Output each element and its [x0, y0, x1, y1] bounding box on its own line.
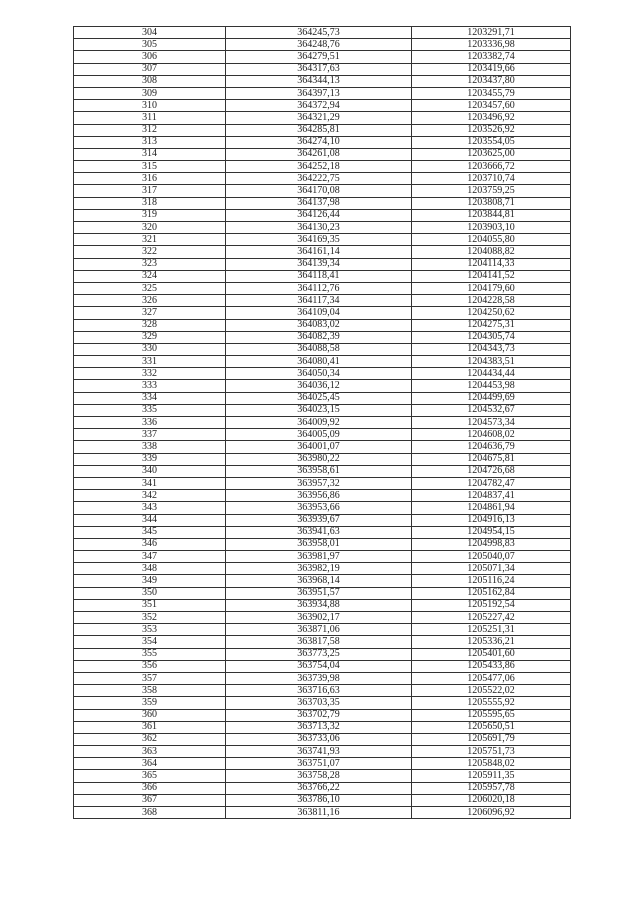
y-coordinate-cell: 1203526,92 — [412, 124, 571, 136]
table-row — [74, 453, 571, 465]
table-row — [74, 234, 571, 246]
table-row — [74, 417, 571, 429]
y-coordinate-cell: 1204636,79 — [412, 441, 571, 453]
point-number-cell: 356 — [74, 660, 226, 672]
table-row — [74, 490, 571, 502]
x-coordinate-cell: 363786,10 — [226, 794, 412, 806]
point-number-cell: 327 — [74, 307, 226, 319]
y-coordinate-cell: 1205650,51 — [412, 721, 571, 733]
point-number-cell: 340 — [74, 465, 226, 477]
table-row — [74, 75, 571, 87]
y-coordinate-cell: 1203382,74 — [412, 51, 571, 63]
x-coordinate-cell: 364036,12 — [226, 380, 412, 392]
x-coordinate-cell: 363703,35 — [226, 697, 412, 709]
x-coordinate-cell: 363982,19 — [226, 563, 412, 575]
y-coordinate-cell: 1205433,86 — [412, 660, 571, 672]
x-coordinate-cell: 364261,08 — [226, 148, 412, 160]
y-coordinate-cell: 1205911,35 — [412, 770, 571, 782]
y-coordinate-cell: 1203759,25 — [412, 185, 571, 197]
y-coordinate-cell: 1203808,71 — [412, 197, 571, 209]
y-coordinate-cell: 1203554,05 — [412, 136, 571, 148]
x-coordinate-cell: 363957,32 — [226, 477, 412, 489]
table-row — [74, 270, 571, 282]
point-number-cell: 368 — [74, 807, 226, 819]
point-number-cell: 329 — [74, 331, 226, 343]
y-coordinate-cell: 1204114,33 — [412, 258, 571, 270]
point-number-cell: 308 — [74, 75, 226, 87]
table-row — [74, 660, 571, 672]
x-coordinate-cell: 364130,23 — [226, 222, 412, 234]
table-row — [74, 709, 571, 721]
point-number-cell: 325 — [74, 282, 226, 294]
y-coordinate-cell: 1205522,02 — [412, 685, 571, 697]
table-row — [74, 441, 571, 453]
y-coordinate-cell: 1203437,80 — [412, 75, 571, 87]
table-row — [74, 112, 571, 124]
x-coordinate-cell: 363739,98 — [226, 672, 412, 684]
x-coordinate-cell: 364279,51 — [226, 51, 412, 63]
table-row — [74, 295, 571, 307]
x-coordinate-cell: 363713,32 — [226, 721, 412, 733]
point-number-cell: 358 — [74, 685, 226, 697]
point-number-cell: 359 — [74, 697, 226, 709]
x-coordinate-cell: 363980,22 — [226, 453, 412, 465]
point-number-cell: 312 — [74, 124, 226, 136]
table-row — [74, 39, 571, 51]
table-row — [74, 477, 571, 489]
point-number-cell: 348 — [74, 563, 226, 575]
x-coordinate-cell: 364082,39 — [226, 331, 412, 343]
x-coordinate-cell: 363981,97 — [226, 551, 412, 563]
point-number-cell: 309 — [74, 87, 226, 99]
point-number-cell: 346 — [74, 538, 226, 550]
point-number-cell: 321 — [74, 234, 226, 246]
x-coordinate-cell: 363902,17 — [226, 612, 412, 624]
y-coordinate-cell: 1204954,15 — [412, 526, 571, 538]
y-coordinate-cell: 1204179,60 — [412, 282, 571, 294]
table-row — [74, 794, 571, 806]
x-coordinate-cell: 364137,98 — [226, 197, 412, 209]
y-coordinate-cell: 1203666,72 — [412, 161, 571, 173]
point-number-cell: 361 — [74, 721, 226, 733]
point-number-cell: 328 — [74, 319, 226, 331]
point-number-cell: 355 — [74, 648, 226, 660]
y-coordinate-cell: 1205401,60 — [412, 648, 571, 660]
x-coordinate-cell: 363958,01 — [226, 538, 412, 550]
y-coordinate-cell: 1206096,92 — [412, 807, 571, 819]
point-number-cell: 334 — [74, 392, 226, 404]
table-row — [74, 197, 571, 209]
table-row — [74, 697, 571, 709]
y-coordinate-cell: 1204573,34 — [412, 417, 571, 429]
x-coordinate-cell: 364161,14 — [226, 246, 412, 258]
x-coordinate-cell: 364023,15 — [226, 404, 412, 416]
table-row — [74, 599, 571, 611]
point-number-cell: 304 — [74, 27, 226, 39]
point-number-cell: 354 — [74, 636, 226, 648]
point-number-cell: 353 — [74, 624, 226, 636]
table-row — [74, 222, 571, 234]
x-coordinate-cell: 364118,41 — [226, 270, 412, 282]
table-row — [74, 246, 571, 258]
table-row — [74, 63, 571, 75]
point-number-cell: 316 — [74, 173, 226, 185]
x-coordinate-cell: 363941,63 — [226, 526, 412, 538]
y-coordinate-cell: 1205116,24 — [412, 575, 571, 587]
point-number-cell: 305 — [74, 39, 226, 51]
table-row — [74, 465, 571, 477]
point-number-cell: 313 — [74, 136, 226, 148]
x-coordinate-cell: 363968,14 — [226, 575, 412, 587]
point-number-cell: 363 — [74, 746, 226, 758]
y-coordinate-cell: 1203457,60 — [412, 100, 571, 112]
x-coordinate-cell: 363716,63 — [226, 685, 412, 697]
table-row — [74, 185, 571, 197]
point-number-cell: 367 — [74, 794, 226, 806]
point-number-cell: 339 — [74, 453, 226, 465]
table-row — [74, 612, 571, 624]
point-number-cell: 324 — [74, 270, 226, 282]
table-row — [74, 258, 571, 270]
table-row — [74, 380, 571, 392]
x-coordinate-cell: 364083,02 — [226, 319, 412, 331]
point-number-cell: 332 — [74, 368, 226, 380]
coordinates-table — [73, 26, 571, 819]
table-row — [74, 733, 571, 745]
table-row — [74, 807, 571, 819]
point-number-cell: 318 — [74, 197, 226, 209]
x-coordinate-cell: 363751,07 — [226, 758, 412, 770]
y-coordinate-cell: 1205251,31 — [412, 624, 571, 636]
table-row — [74, 758, 571, 770]
table-row — [74, 563, 571, 575]
x-coordinate-cell: 364112,76 — [226, 282, 412, 294]
point-number-cell: 330 — [74, 343, 226, 355]
table-row — [74, 319, 571, 331]
table-row — [74, 429, 571, 441]
table-row — [74, 136, 571, 148]
point-number-cell: 314 — [74, 148, 226, 160]
x-coordinate-cell: 363773,25 — [226, 648, 412, 660]
table-row — [74, 331, 571, 343]
x-coordinate-cell: 363939,67 — [226, 514, 412, 526]
point-number-cell: 364 — [74, 758, 226, 770]
x-coordinate-cell: 363934,88 — [226, 599, 412, 611]
x-coordinate-cell: 364372,94 — [226, 100, 412, 112]
y-coordinate-cell: 1204532,67 — [412, 404, 571, 416]
y-coordinate-cell: 1205691,79 — [412, 733, 571, 745]
point-number-cell: 306 — [74, 51, 226, 63]
x-coordinate-cell: 363766,22 — [226, 782, 412, 794]
table-row — [74, 514, 571, 526]
x-coordinate-cell: 364117,34 — [226, 295, 412, 307]
y-coordinate-cell: 1204453,98 — [412, 380, 571, 392]
y-coordinate-cell: 1203710,74 — [412, 173, 571, 185]
table-row — [74, 782, 571, 794]
x-coordinate-cell: 363758,28 — [226, 770, 412, 782]
y-coordinate-cell: 1204916,13 — [412, 514, 571, 526]
y-coordinate-cell: 1204434,44 — [412, 368, 571, 380]
point-number-cell: 326 — [74, 295, 226, 307]
x-coordinate-cell: 364080,41 — [226, 356, 412, 368]
table-row — [74, 575, 571, 587]
x-coordinate-cell: 363953,66 — [226, 502, 412, 514]
coordinates-table-body — [74, 27, 571, 819]
x-coordinate-cell: 363702,79 — [226, 709, 412, 721]
y-coordinate-cell: 1205595,65 — [412, 709, 571, 721]
table-row — [74, 526, 571, 538]
point-number-cell: 331 — [74, 356, 226, 368]
y-coordinate-cell: 1203419,66 — [412, 63, 571, 75]
y-coordinate-cell: 1205162,84 — [412, 587, 571, 599]
x-coordinate-cell: 364245,73 — [226, 27, 412, 39]
table-row — [74, 87, 571, 99]
x-coordinate-cell: 364126,44 — [226, 209, 412, 221]
y-coordinate-cell: 1204275,31 — [412, 319, 571, 331]
x-coordinate-cell: 364222,75 — [226, 173, 412, 185]
table-row — [74, 587, 571, 599]
point-number-cell: 319 — [74, 209, 226, 221]
y-coordinate-cell: 1204228,58 — [412, 295, 571, 307]
y-coordinate-cell: 1203336,98 — [412, 39, 571, 51]
y-coordinate-cell: 1205336,21 — [412, 636, 571, 648]
point-number-cell: 342 — [74, 490, 226, 502]
x-coordinate-cell: 364397,13 — [226, 87, 412, 99]
x-coordinate-cell: 363956,86 — [226, 490, 412, 502]
x-coordinate-cell: 364344,13 — [226, 75, 412, 87]
table-row — [74, 721, 571, 733]
x-coordinate-cell: 363951,57 — [226, 587, 412, 599]
y-coordinate-cell: 1206020,18 — [412, 794, 571, 806]
point-number-cell: 336 — [74, 417, 226, 429]
table-row — [74, 648, 571, 660]
point-number-cell: 365 — [74, 770, 226, 782]
x-coordinate-cell: 364317,63 — [226, 63, 412, 75]
point-number-cell: 337 — [74, 429, 226, 441]
point-number-cell: 310 — [74, 100, 226, 112]
y-coordinate-cell: 1204305,74 — [412, 331, 571, 343]
point-number-cell: 352 — [74, 612, 226, 624]
table-row — [74, 356, 571, 368]
x-coordinate-cell: 364088,58 — [226, 343, 412, 355]
x-coordinate-cell: 364001,07 — [226, 441, 412, 453]
x-coordinate-cell: 364139,34 — [226, 258, 412, 270]
table-row — [74, 770, 571, 782]
point-number-cell: 347 — [74, 551, 226, 563]
x-coordinate-cell: 363754,04 — [226, 660, 412, 672]
y-coordinate-cell: 1204608,02 — [412, 429, 571, 441]
x-coordinate-cell: 364285,81 — [226, 124, 412, 136]
point-number-cell: 315 — [74, 161, 226, 173]
table-row — [74, 368, 571, 380]
x-coordinate-cell: 363733,06 — [226, 733, 412, 745]
y-coordinate-cell: 1205555,92 — [412, 697, 571, 709]
point-number-cell: 341 — [74, 477, 226, 489]
y-coordinate-cell: 1204675,81 — [412, 453, 571, 465]
y-coordinate-cell: 1205192,54 — [412, 599, 571, 611]
x-coordinate-cell: 364005,09 — [226, 429, 412, 441]
point-number-cell: 333 — [74, 380, 226, 392]
point-number-cell: 343 — [74, 502, 226, 514]
point-number-cell: 350 — [74, 587, 226, 599]
table-row — [74, 100, 571, 112]
y-coordinate-cell: 1203625,00 — [412, 148, 571, 160]
y-coordinate-cell: 1204055,80 — [412, 234, 571, 246]
y-coordinate-cell: 1205848,02 — [412, 758, 571, 770]
y-coordinate-cell: 1205957,78 — [412, 782, 571, 794]
table-row — [74, 148, 571, 160]
table-row — [74, 51, 571, 63]
y-coordinate-cell: 1205477,06 — [412, 672, 571, 684]
table-row — [74, 282, 571, 294]
y-coordinate-cell: 1205040,07 — [412, 551, 571, 563]
point-number-cell: 366 — [74, 782, 226, 794]
y-coordinate-cell: 1203844,81 — [412, 209, 571, 221]
y-coordinate-cell: 1204499,69 — [412, 392, 571, 404]
x-coordinate-cell: 364248,76 — [226, 39, 412, 51]
y-coordinate-cell: 1203291,71 — [412, 27, 571, 39]
y-coordinate-cell: 1205227,42 — [412, 612, 571, 624]
x-coordinate-cell: 364109,04 — [226, 307, 412, 319]
point-number-cell: 357 — [74, 672, 226, 684]
y-coordinate-cell: 1205751,73 — [412, 746, 571, 758]
y-coordinate-cell: 1203496,92 — [412, 112, 571, 124]
y-coordinate-cell: 1205071,34 — [412, 563, 571, 575]
y-coordinate-cell: 1204343,73 — [412, 343, 571, 355]
y-coordinate-cell: 1204141,52 — [412, 270, 571, 282]
y-coordinate-cell: 1204782,47 — [412, 477, 571, 489]
point-number-cell: 362 — [74, 733, 226, 745]
point-number-cell: 311 — [74, 112, 226, 124]
table-row — [74, 307, 571, 319]
x-coordinate-cell: 364170,08 — [226, 185, 412, 197]
x-coordinate-cell: 364025,45 — [226, 392, 412, 404]
y-coordinate-cell: 1203903,10 — [412, 222, 571, 234]
y-coordinate-cell: 1204726,68 — [412, 465, 571, 477]
x-coordinate-cell: 363871,06 — [226, 624, 412, 636]
x-coordinate-cell: 364169,35 — [226, 234, 412, 246]
x-coordinate-cell: 364009,92 — [226, 417, 412, 429]
point-number-cell: 320 — [74, 222, 226, 234]
table-row — [74, 551, 571, 563]
x-coordinate-cell: 363817,58 — [226, 636, 412, 648]
point-number-cell: 360 — [74, 709, 226, 721]
table-row — [74, 343, 571, 355]
point-number-cell: 351 — [74, 599, 226, 611]
table-row — [74, 173, 571, 185]
x-coordinate-cell: 364252,18 — [226, 161, 412, 173]
table-row — [74, 685, 571, 697]
x-coordinate-cell: 363811,16 — [226, 807, 412, 819]
table-row — [74, 538, 571, 550]
table-row — [74, 209, 571, 221]
table-row — [74, 672, 571, 684]
table-row — [74, 404, 571, 416]
x-coordinate-cell: 363958,61 — [226, 465, 412, 477]
table-row — [74, 161, 571, 173]
x-coordinate-cell: 364274,10 — [226, 136, 412, 148]
point-number-cell: 335 — [74, 404, 226, 416]
point-number-cell: 317 — [74, 185, 226, 197]
y-coordinate-cell: 1204250,62 — [412, 307, 571, 319]
table-row — [74, 502, 571, 514]
point-number-cell: 345 — [74, 526, 226, 538]
y-coordinate-cell: 1204088,82 — [412, 246, 571, 258]
y-coordinate-cell: 1204383,51 — [412, 356, 571, 368]
point-number-cell: 344 — [74, 514, 226, 526]
x-coordinate-cell: 364050,34 — [226, 368, 412, 380]
point-number-cell: 338 — [74, 441, 226, 453]
point-number-cell: 322 — [74, 246, 226, 258]
point-number-cell: 307 — [74, 63, 226, 75]
table-row — [74, 636, 571, 648]
y-coordinate-cell: 1204861,94 — [412, 502, 571, 514]
table-row — [74, 392, 571, 404]
y-coordinate-cell: 1203455,79 — [412, 87, 571, 99]
table-row — [74, 624, 571, 636]
table-row — [74, 124, 571, 136]
x-coordinate-cell: 364321,29 — [226, 112, 412, 124]
x-coordinate-cell: 363741,93 — [226, 746, 412, 758]
y-coordinate-cell: 1204998,83 — [412, 538, 571, 550]
point-number-cell: 323 — [74, 258, 226, 270]
table-row — [74, 746, 571, 758]
table-row — [74, 27, 571, 39]
y-coordinate-cell: 1204837,41 — [412, 490, 571, 502]
point-number-cell: 349 — [74, 575, 226, 587]
